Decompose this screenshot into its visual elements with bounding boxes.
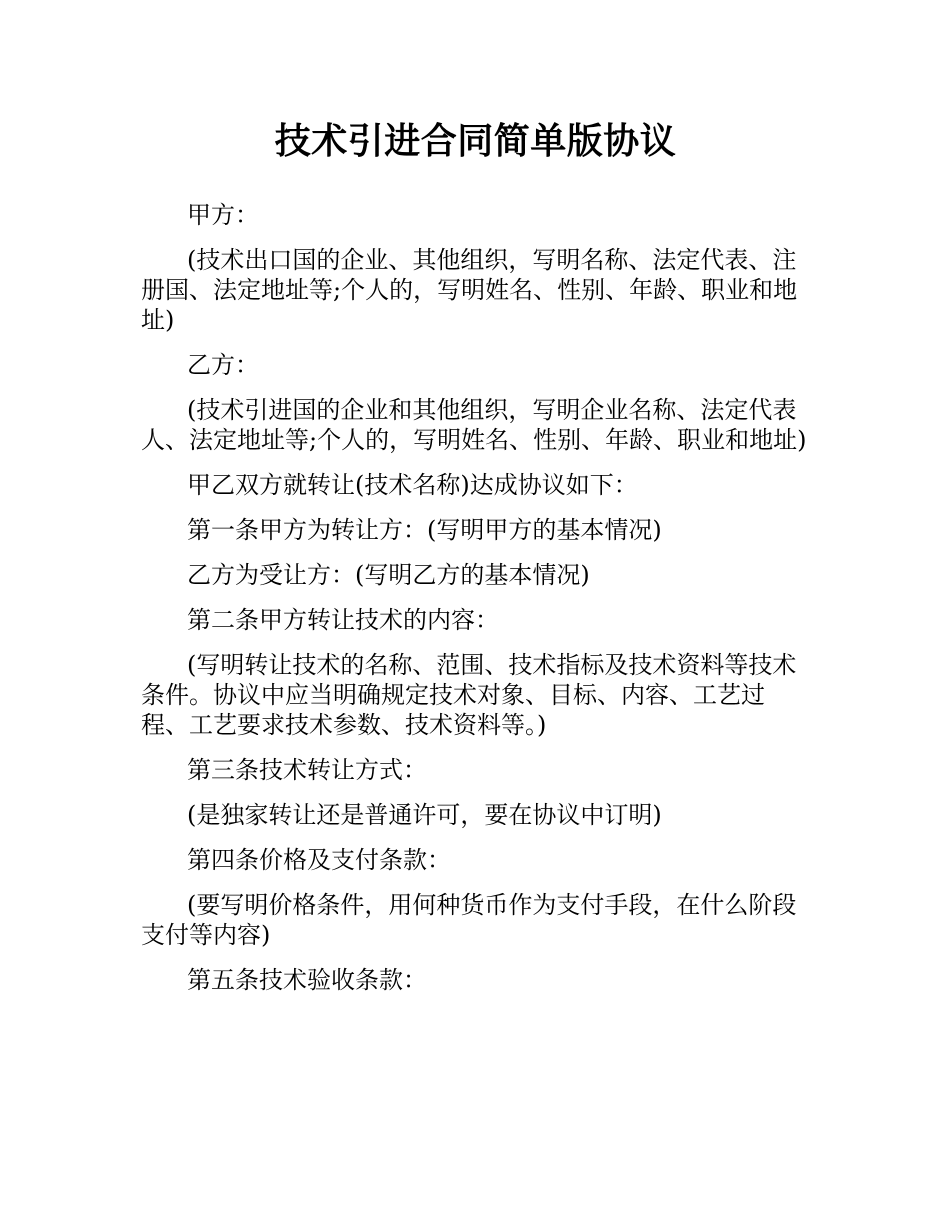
- article-3-description: (是独家转让还是普通许可，要在协议中订明): [187, 801, 662, 829]
- article-1-transferee: 乙方为受让方：(写明乙方的基本情况): [187, 561, 590, 589]
- party-a-description: (技术出口国的企业、其他组织，写明名称、法定代表、注册国、法定地址等;个人的，写明姓名、性别、年龄、职业和地址): [141, 246, 798, 334]
- document-title: 技术引进合同简单版协议: [274, 121, 677, 162]
- article-2-description: (写明转让技术的名称、范围、技术指标及技术资料等技术条件。协议中应当明确规定技术对象、目标、内容、工艺过程、工艺要求技术参数、技术资料等。): [141, 651, 797, 739]
- article-2-heading: 第二条甲方转让技术的内容：: [187, 606, 499, 634]
- party-b-label: 乙方：: [187, 351, 259, 379]
- article-4-heading: 第四条价格及支付条款：: [187, 846, 451, 874]
- article-3-heading: 第三条技术转让方式：: [187, 756, 427, 784]
- article-5-heading: 第五条技术验收条款：: [187, 966, 427, 994]
- article-4-description: (要写明价格条件，用何种货币作为支付手段，在什么阶段支付等内容): [141, 891, 797, 949]
- agreement-intro: 甲乙双方就转让(技术名称)达成协议如下：: [187, 471, 638, 499]
- article-1: 第一条甲方为转让方：(写明甲方的基本情况): [187, 516, 662, 544]
- party-a-label: 甲方：: [187, 201, 259, 229]
- party-b-description: (技术引进国的企业和其他组织，写明企业名称、法定代表人、法定地址等;个人的，写明姓名、性别、年龄、职业和地址): [141, 396, 807, 454]
